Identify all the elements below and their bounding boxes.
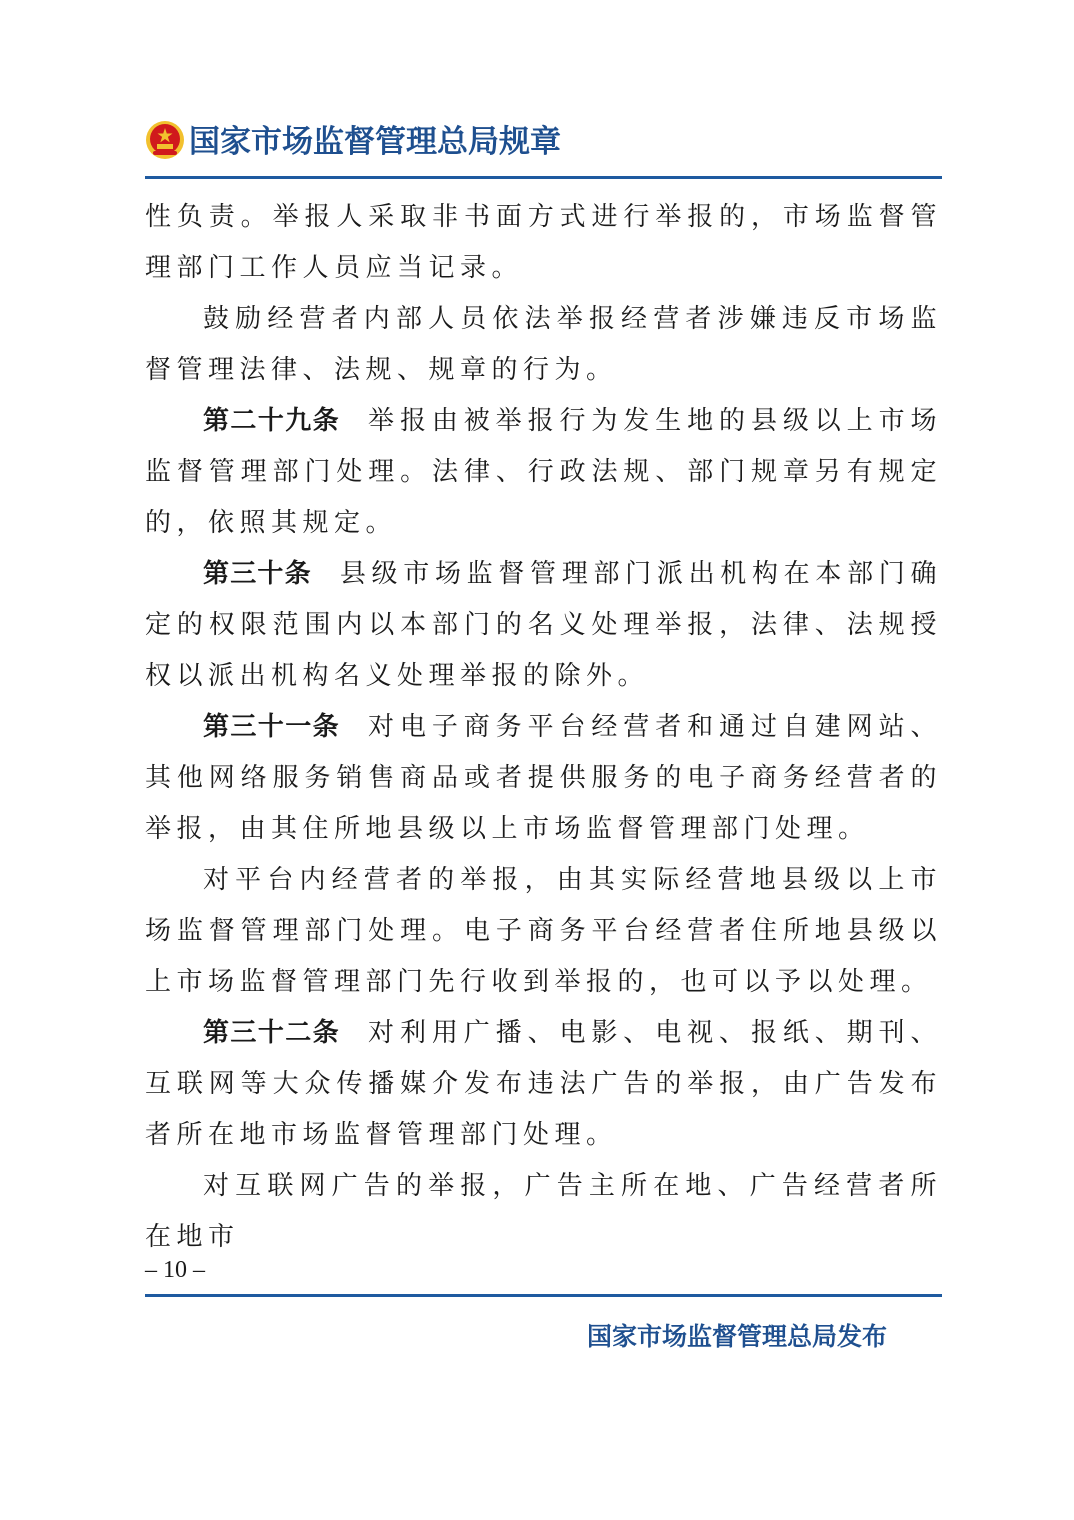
paragraph-text: 性负责。举报人采取非书面方式进行举报的，市场监督管理部门工作人员应当记录。 <box>145 202 942 283</box>
paragraph-text: 对平台内经营者的举报，由其实际经营地县级以上市场监督管理部门处理。电子商务平台经营者住所地县级以上市场监督管理部门先行收到举报的，也可以予以处理。 <box>145 865 942 997</box>
paragraph <box>145 396 942 549</box>
paragraph <box>145 294 942 396</box>
article-number: 第三十二条 <box>203 1018 341 1048</box>
footer-publisher: 国家市场监督管理总局发布 <box>587 1322 888 1351</box>
page-number: – 10 – <box>145 1257 205 1283</box>
paragraph <box>145 855 942 1008</box>
article-number: 第三十条 <box>203 559 312 589</box>
paragraph-text: 县级市场监督管理部门派出机构在本部门确定的权限范围内以本部门的名义处理举报，法律、法规授权以派出机构名义处理举报的除外。 <box>145 559 942 691</box>
paragraph <box>145 192 942 294</box>
paragraph-text: 对互联网广告的举报，广告主所在地、广告经营者所在地市 <box>145 1171 942 1252</box>
document-body <box>145 192 942 1263</box>
paragraph <box>145 549 942 702</box>
paragraph-text: 对利用广播、电影、电视、报纸、期刊、互联网等大众传播媒介发布违法广告的举报，由广告发布者所在地市场监督管理部门处理。 <box>145 1018 942 1150</box>
footer-divider <box>145 1294 942 1297</box>
paragraph-text: 鼓励经营者内部人员依法举报经营者涉嫌违反市场监督管理法律、法规、规章的行为。 <box>145 304 942 385</box>
national-emblem-icon <box>145 120 185 160</box>
paragraph <box>145 702 942 855</box>
header-title: 国家市场监督管理总局规章 <box>189 124 561 160</box>
article-number: 第二十九条 <box>203 406 341 436</box>
page-header <box>145 118 942 178</box>
paragraph <box>145 1008 942 1161</box>
header-divider <box>145 176 942 179</box>
paragraph-text: 对电子商务平台经营者和通过自建网站、其他网络服务销售商品或者提供服务的电子商务经营者的举报，由其住所地县级以上市场监督管理部门处理。 <box>145 712 942 844</box>
paragraph-text: 举报由被举报行为发生地的县级以上市场监督管理部门处理。法律、行政法规、部门规章另有规定的，依照其规定。 <box>145 406 942 538</box>
paragraph <box>145 1161 942 1263</box>
article-number: 第三十一条 <box>203 712 341 742</box>
